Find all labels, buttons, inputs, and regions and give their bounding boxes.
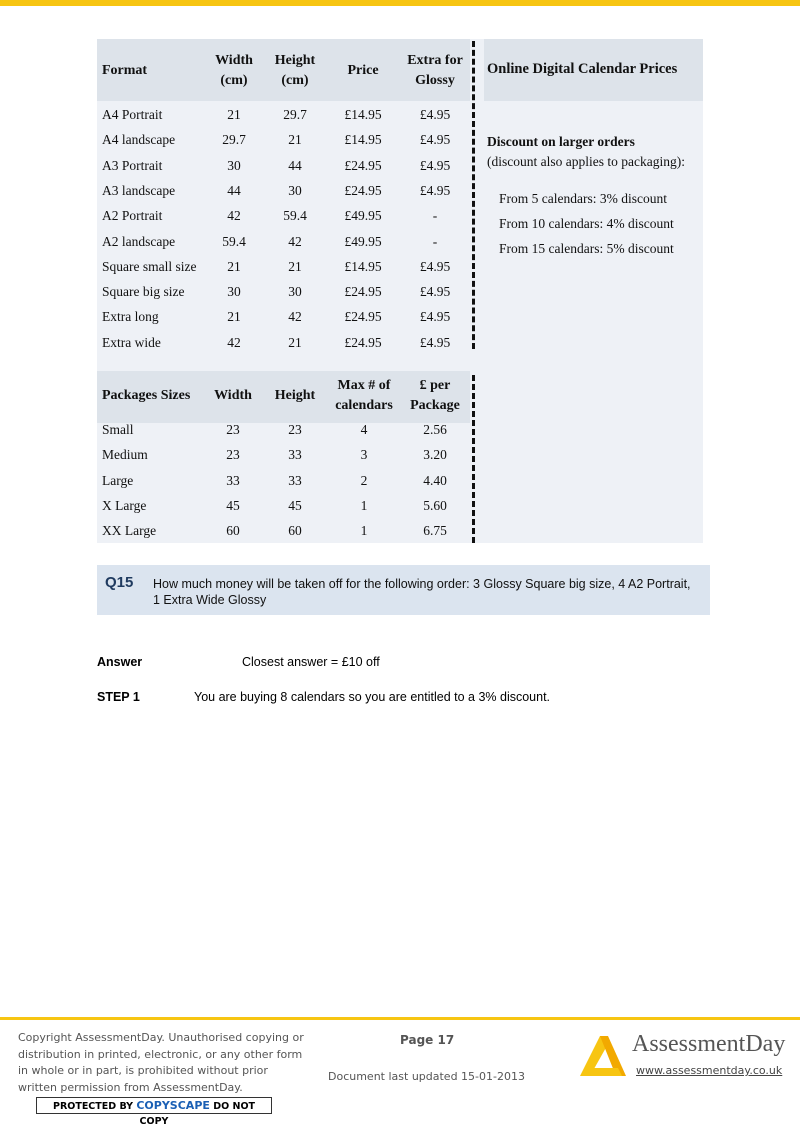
table-cell: 45 [226, 497, 240, 513]
column-header: Price [347, 63, 379, 78]
table-cell: 3.20 [423, 447, 447, 463]
page-number: Page 17 [400, 1033, 455, 1047]
table-cell: 42 [288, 233, 302, 249]
discount-item: From 5 calendars: 3% discount [499, 191, 667, 206]
table-cell: £4.95 [419, 309, 451, 325]
row-label: Medium [102, 447, 148, 463]
copyright-notice: Copyright AssessmentDay. Unauthorised copying or distribution in printed, electronic, or any other form in whole or in part, is prohibited without prior written permission from AssessmentDay. [18, 1031, 304, 1094]
table-cell: 6.75 [423, 523, 447, 539]
table-cell: £24.95 [344, 334, 382, 350]
discount-item: From 10 calendars: 4% discount [499, 216, 674, 231]
assessmentday-logo-icon [578, 1030, 628, 1080]
row-label: XX Large [102, 523, 157, 539]
table-cell: £4.95 [419, 258, 451, 274]
table-cell: £24.95 [344, 157, 382, 173]
column-header: Format [102, 63, 148, 78]
table-cell: 44 [288, 157, 302, 173]
table-cell: 45 [288, 497, 302, 513]
table-cell: 29.7 [222, 132, 246, 148]
table-cell: £4.95 [419, 157, 451, 173]
table-cell: 42 [227, 334, 241, 350]
side-panel-title: Online Digital Calendar Prices [487, 61, 678, 77]
table-cell: 33 [288, 447, 302, 463]
table-cell: 42 [227, 208, 241, 224]
discount-note: (discount also applies to packaging): [487, 154, 685, 169]
table-cell: 2 [360, 472, 368, 488]
table-cell: £24.95 [344, 309, 382, 325]
row-label: A2 landscape [102, 233, 176, 249]
answer-text: Closest answer = £10 off [242, 655, 380, 669]
badge-brand: COPYSCAPE [136, 1099, 210, 1112]
website-link[interactable]: www.assessmentday.co.uk [636, 1064, 783, 1077]
brand-name: AssessmentDay [632, 1031, 786, 1057]
table-cell: 60 [288, 523, 302, 539]
table-cell: 42 [288, 309, 302, 325]
top-accent-bar [0, 0, 800, 6]
row-label: A3 Portrait [102, 157, 163, 173]
row-label: Extra long [102, 309, 159, 325]
badge-prefix: PROTECTED BY [52, 1101, 134, 1112]
row-label: A4 landscape [102, 132, 176, 148]
table-cell: 1 [360, 523, 368, 539]
table-cell: 4 [360, 422, 368, 437]
separator-line [472, 41, 475, 349]
table-cell: 29.7 [283, 107, 307, 122]
table-cell: £14.95 [344, 132, 382, 148]
copyscape-badge[interactable] [36, 1097, 272, 1127]
column-header: Extra for Glossy [407, 53, 463, 88]
answer-label: Answer [97, 655, 143, 669]
column-header: Height (cm) [274, 53, 316, 88]
table-cell: 33 [288, 472, 302, 488]
question-box [97, 565, 710, 615]
table-cell: 21 [227, 107, 241, 122]
table-cell: 3 [360, 447, 368, 463]
footer-accent-bar [0, 1017, 800, 1020]
table-cell: £49.95 [344, 208, 382, 224]
column-header: £ per Package [410, 378, 460, 413]
table-cell: 21 [227, 258, 241, 274]
table-cell: 21 [288, 132, 302, 148]
row-label: Extra wide [102, 334, 161, 350]
table-cell: 23 [226, 447, 240, 463]
row-label: X Large [102, 497, 147, 513]
table-cell: £24.95 [344, 182, 382, 198]
question-number: Q15 [105, 574, 134, 591]
table-cell: - [432, 233, 438, 249]
table-cell: 44 [227, 182, 241, 198]
table-cell: £24.95 [344, 284, 382, 300]
row-label: Square big size [102, 284, 185, 300]
table-cell: £49.95 [344, 233, 382, 249]
column-header: Width (cm) [215, 53, 253, 88]
table-cell: 2.56 [423, 422, 447, 437]
table-cell: 21 [288, 258, 302, 274]
column-header: Width [214, 388, 252, 403]
badge-suffix: DO NOT COPY [139, 1101, 255, 1127]
table-cell: £4.95 [419, 182, 451, 198]
table-cell: £4.95 [419, 334, 451, 350]
table-cell: £4.95 [419, 107, 451, 122]
table-cell: 30 [288, 284, 302, 300]
row-label: Square small size [102, 258, 197, 274]
table-cell: 59.4 [222, 233, 246, 249]
step-label: STEP 1 [97, 690, 140, 704]
table-cell: 4.40 [423, 472, 447, 488]
row-label: A4 Portrait [102, 107, 163, 122]
row-label: A2 Portrait [102, 208, 163, 224]
row-label: Large [102, 472, 134, 488]
last-updated: Document last updated 15-01-2013 [328, 1070, 525, 1083]
table-cell: 30 [227, 284, 241, 300]
table-cell: 5.60 [423, 497, 447, 513]
row-label: A3 landscape [102, 182, 176, 198]
table-cell: 23 [288, 422, 302, 437]
table-cell: 23 [226, 422, 240, 437]
discount-item: From 15 calendars: 5% discount [499, 241, 674, 256]
table-cell: 21 [227, 309, 241, 325]
table-cell: 60 [226, 523, 240, 539]
column-header: Max # of calendars [335, 378, 393, 413]
table-cell: 30 [227, 157, 241, 173]
table-cell: £14.95 [344, 107, 382, 122]
column-header: Packages Sizes [102, 388, 191, 403]
discount-heading: Discount on larger orders [487, 134, 635, 149]
question-text: How much money will be taken off for the following order: 3 Glossy Square big size, 4 A2 Portrait, 1 Extra Wide Glossy [153, 577, 691, 607]
table-cell: 21 [288, 334, 302, 350]
separator-line [472, 375, 475, 543]
table-cell: £14.95 [344, 258, 382, 274]
table-cell: 59.4 [283, 208, 307, 224]
price-tables [97, 39, 703, 543]
table-cell: - [432, 208, 438, 224]
side-title-box [484, 39, 703, 101]
table-cell: £4.95 [419, 132, 451, 148]
column-header: Height [274, 388, 316, 403]
step-text: You are buying 8 calendars so you are entitled to a 3% discount. [194, 690, 551, 704]
row-label: Small [102, 422, 134, 437]
table-cell: 30 [288, 182, 302, 198]
table-cell: £4.95 [419, 284, 451, 300]
table-cell: 33 [226, 472, 240, 488]
table-cell: 1 [360, 497, 368, 513]
